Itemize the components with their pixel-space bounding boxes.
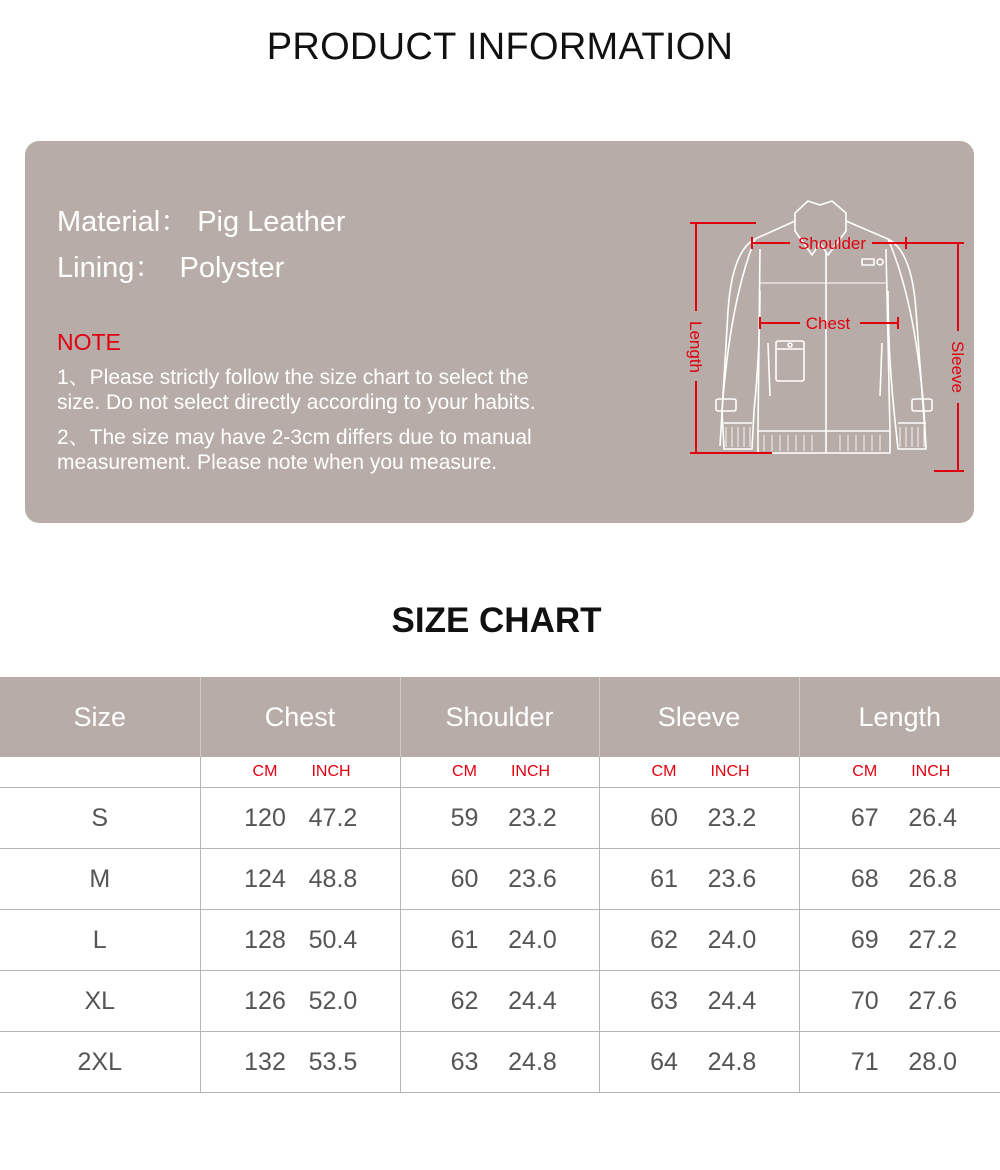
sleeve-cm-value: 60	[650, 803, 678, 832]
sleeve-inch-value: 24.4	[707, 986, 757, 1015]
length-label: Length	[686, 321, 705, 373]
size-row	[0, 849, 1000, 910]
jacket-measurement-diagram	[660, 191, 967, 481]
size-row	[0, 788, 1000, 849]
shoulder-cm-value: 61	[450, 925, 479, 954]
shoulder-inch-value: 24.0	[508, 925, 557, 954]
unit-cm: CM	[452, 763, 477, 780]
page-title: PRODUCT INFORMATION	[266, 26, 734, 68]
unit-cell	[200, 757, 400, 788]
length-cm-value: 67	[850, 803, 879, 832]
sleeve-label: Sleeve	[948, 341, 967, 393]
unit-inch: INCH	[911, 763, 951, 780]
shoulder-inch-value: 23.2	[508, 803, 557, 832]
chest-cm-value: 124	[244, 864, 286, 893]
unit-cm: CM	[252, 763, 278, 780]
chest-cell	[200, 788, 400, 849]
sleeve-cm-value: 62	[650, 925, 678, 954]
sleeve-cm-value: 63	[650, 986, 678, 1015]
size-label-cell: S	[0, 788, 200, 849]
unit-inch: INCH	[710, 763, 750, 780]
size-chart-table	[0, 677, 1000, 1093]
shoulder-cell	[400, 971, 599, 1032]
unit-cell	[599, 757, 799, 788]
chest-cm-value: 132	[244, 1047, 286, 1076]
shoulder-inch-value: 23.6	[508, 864, 557, 893]
header-chest: Chest	[200, 677, 400, 757]
header-shoulder: Shoulder	[400, 677, 599, 757]
chest-inch-value: 47.2	[308, 803, 358, 832]
unit-cell	[799, 757, 1000, 788]
sleeve-cell	[599, 788, 799, 849]
shoulder-cm-value: 59	[450, 803, 479, 832]
shoulder-cell	[400, 1032, 599, 1093]
unit-cm: CM	[651, 763, 677, 780]
chest-inch-value: 53.5	[308, 1047, 358, 1076]
chest-cell	[200, 1032, 400, 1093]
shoulder-inch-value: 24.4	[508, 986, 557, 1015]
header-sleeve: Sleeve	[599, 677, 799, 757]
chest-cm-value: 126	[244, 986, 286, 1015]
material-text: Material： Pig Leather	[57, 206, 346, 238]
measurement-lines	[690, 223, 964, 471]
size-label-cell: L	[0, 910, 200, 971]
chest-inch-value: 48.8	[308, 864, 358, 893]
length-cm-value: 69	[850, 925, 879, 954]
sleeve-inch-value: 24.0	[707, 925, 757, 954]
header-length: Length	[799, 677, 1000, 757]
unit-row	[0, 757, 1000, 788]
unit-empty-cell	[0, 757, 200, 788]
length-cell	[799, 1032, 1000, 1093]
shoulder-cm-value: 60	[450, 864, 479, 893]
note-line: size. Do not select directly according to your habits.	[57, 391, 536, 414]
note-title: NOTE	[57, 329, 121, 355]
length-cm-value: 70	[850, 986, 879, 1015]
unit-inch: INCH	[311, 763, 351, 780]
size-row	[0, 971, 1000, 1032]
note-line: 2、The size may have 2-3cm differs due to manual	[57, 426, 532, 449]
jacket-diagram-svg	[660, 191, 967, 481]
chest-cm-value: 128	[244, 925, 286, 954]
length-cell	[799, 849, 1000, 910]
length-inch-value: 26.4	[908, 803, 958, 832]
header-row	[0, 677, 1000, 757]
shoulder-label: Shoulder	[797, 234, 867, 253]
length-inch-value: 27.2	[908, 925, 958, 954]
length-cell	[799, 910, 1000, 971]
length-inch-value: 27.6	[908, 986, 958, 1015]
sleeve-inch-value: 24.8	[707, 1047, 757, 1076]
unit-cm: CM	[852, 763, 878, 780]
size-label-cell: XL	[0, 971, 200, 1032]
sleeve-cell	[599, 1032, 799, 1093]
sleeve-cell	[599, 971, 799, 1032]
product-info-panel	[25, 141, 974, 523]
size-label-cell: 2XL	[0, 1032, 200, 1093]
unit-inch: INCH	[510, 763, 551, 780]
lining-text: Lining： Polyster	[57, 252, 285, 284]
length-inch-value: 28.0	[908, 1047, 958, 1076]
size-label-cell: M	[0, 849, 200, 910]
length-cm-value: 68	[850, 864, 879, 893]
chest-cell	[200, 971, 400, 1032]
sleeve-cm-value: 64	[650, 1047, 678, 1076]
header-size: Size	[0, 677, 200, 757]
note-line: 1、Please strictly follow the size chart to select the	[57, 366, 529, 389]
sleeve-inch-value: 23.6	[707, 864, 757, 893]
sleeve-cm-value: 61	[650, 864, 678, 893]
chest-cell	[200, 849, 400, 910]
chest-inch-value: 52.0	[308, 986, 358, 1015]
shoulder-cell	[400, 849, 599, 910]
chest-cm-value: 120	[244, 803, 286, 832]
chest-inch-value: 50.4	[308, 925, 358, 954]
chest-label: Chest	[805, 314, 851, 333]
note-line: measurement. Please note when you measure.	[57, 451, 498, 474]
shoulder-inch-value: 24.8	[508, 1047, 557, 1076]
length-cell	[799, 788, 1000, 849]
chest-cell	[200, 910, 400, 971]
sleeve-inch-value: 23.2	[707, 803, 757, 832]
shoulder-cm-value: 62	[450, 986, 479, 1015]
shoulder-cell	[400, 788, 599, 849]
sleeve-cell	[599, 910, 799, 971]
size-row	[0, 1032, 1000, 1093]
length-cell	[799, 971, 1000, 1032]
shoulder-cm-value: 63	[450, 1047, 479, 1076]
size-row	[0, 910, 1000, 971]
unit-cell	[400, 757, 599, 788]
sleeve-cell	[599, 849, 799, 910]
size-chart-title: SIZE CHART	[391, 601, 602, 640]
shoulder-cell	[400, 910, 599, 971]
length-inch-value: 26.8	[908, 864, 958, 893]
length-cm-value: 71	[850, 1047, 879, 1076]
